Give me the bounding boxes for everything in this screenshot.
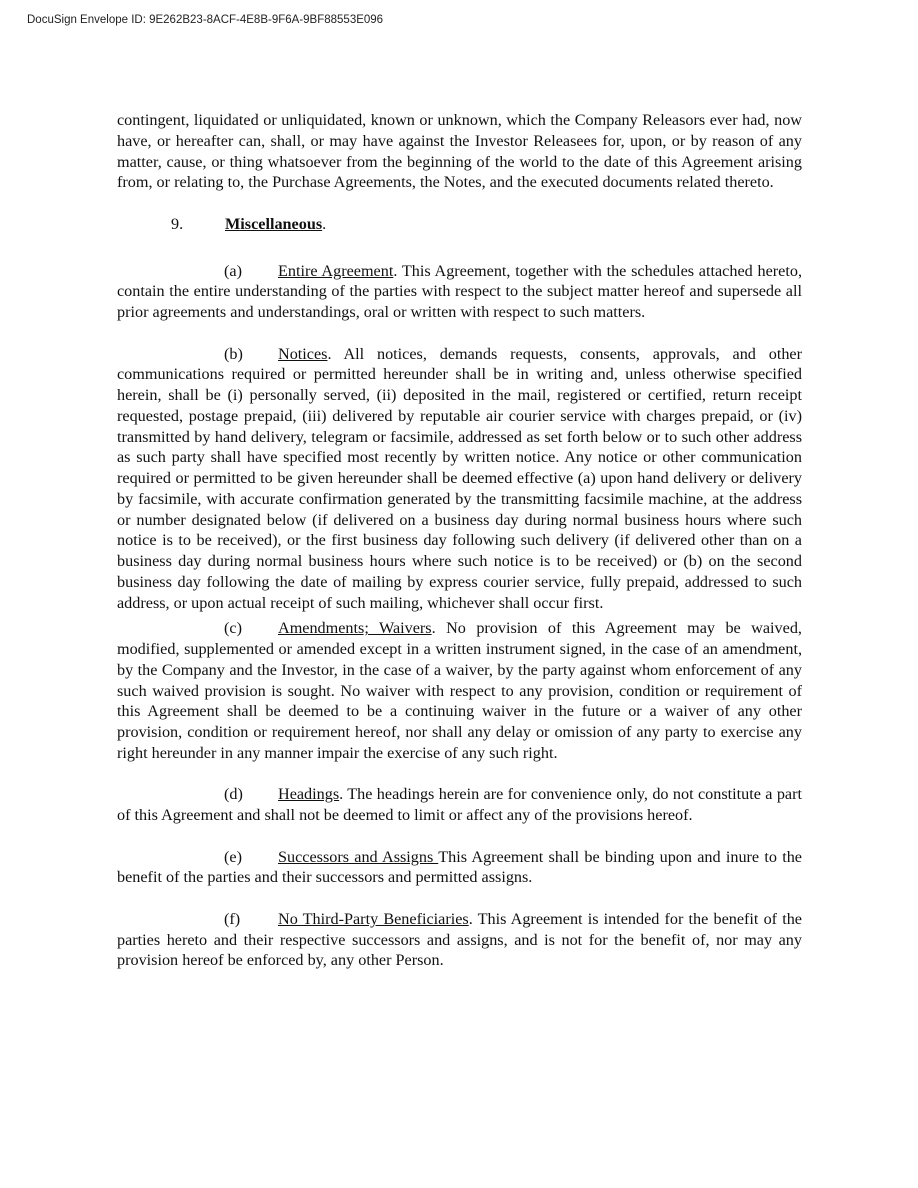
subsection-title: No Third-Party Beneficiaries <box>278 909 469 928</box>
subsection-title: Notices <box>278 344 328 363</box>
subsection-entire-agreement <box>117 261 802 323</box>
subsection-label: (e) <box>224 847 242 866</box>
subsection-text: . This Agreement is intended for the benefit of the parties hereto and their respective successors and assigns, and is not for the benefit of, nor may any provision hereof be enforced by, any other Person. <box>117 909 802 970</box>
subsection-text: . The headings herein are for convenience only, do not constitute a part of this Agreement and shall not be deemed to limit or affect any of the provisions hereof. <box>117 785 802 824</box>
subsection-no-third-party-beneficiaries <box>117 909 802 971</box>
subsection-headings <box>117 784 802 826</box>
subsection-title: Successors and Assigns <box>278 847 439 866</box>
subsection-text: . All notices, demands requests, consents, approvals, and other communications required or permitted hereunder shall be in writing and, unless otherwise specified herein, shall be (i) personally served, (ii) deposited in the mail, registered or certified, return receipt requested, postage prepaid, (iii) delivered by reputable air courier service with charges prepaid, or (iv) transmitted by hand delivery, telegram or facsimile, addressed as set forth below or to such other address as such party shall have specified most recently by written notice. Any notice or other communication required or permitted to be given hereunder shall be deemed effective (a) upon hand delivery or delivery by facsimile, with accurate confirmation generated by the transmitting facsimile machine, at the address or number designated below (if delivered on a business day during normal business hours where such notice is to be received), or the first business day following such delivery (if delivered other than on a business day during normal business hours where such notice is to be received) or (b) on the second business day following the date of mailing by express courier service, fully prepaid, addressed to such address, or upon actual receipt of such mailing, whichever shall occur first. <box>117 344 802 612</box>
subsection-label: (c) <box>224 619 242 638</box>
intro-paragraph: contingent, liquidated or unliquidated, known or unknown, which the Company Releasors ever had, now have, or hereafter can, shall, or may have against the Investor Releasees for, upon, or by reason of any matter, cause, or thing whatsoever from the beginning of the world to the date of this Agreement arising from, or relating to, the Purchase Agreements, the Notes, and the executed documents related thereto. <box>117 111 802 192</box>
subsection-title: Amendments; Waivers <box>278 619 432 638</box>
subsection-text: . This Agreement, together with the schedules attached hereto, contain the entire understanding of the parties with respect to the subject matter hereof and supersede all prior agreements and understandings, oral or written with respect to such matters. <box>117 261 802 321</box>
subsection-label: (d) <box>224 785 243 804</box>
subsection-notices <box>117 344 802 614</box>
subsection-text: . No provision of this Agreement may be waived, modified, supplemented or amended except in a written instrument signed, in the case of an amendment, by the Company and the Investor, in the case of a waiver, by the party against whom enforcement of any such waived provision is sought. No waiver with respect to any provision, condition or requirement of this Agreement shall be deemed to be a continuing waiver in the future or a waiver of any other provision, condition or requirement hereof, nor shall any delay or omission of any party to exercise any right hereunder in any manner impair the exercise of any such right. <box>117 619 802 762</box>
document-body <box>117 110 802 971</box>
subsection-amendments-waivers <box>117 618 802 763</box>
subsection-label: (b) <box>224 344 243 363</box>
section-number: 9. <box>171 214 184 233</box>
subsection-text: This Agreement shall be binding upon and inure to the benefit of the parties and their successors and permitted assigns. <box>117 847 802 887</box>
docusign-envelope-id: DocuSign Envelope ID: 9E262B23-8ACF-4E8B-9F6A-9BF88553E096 <box>27 14 384 26</box>
subsection-title: Entire Agreement <box>278 261 394 280</box>
section-heading <box>117 214 802 235</box>
subsection-label: (f) <box>224 909 241 928</box>
section-title-suffix: . <box>322 214 327 233</box>
subsection-label: (a) <box>224 261 242 280</box>
section-title: Miscellaneous <box>225 214 323 233</box>
subsection-successors-assigns <box>117 847 802 889</box>
subsection-title: Headings <box>278 785 340 804</box>
